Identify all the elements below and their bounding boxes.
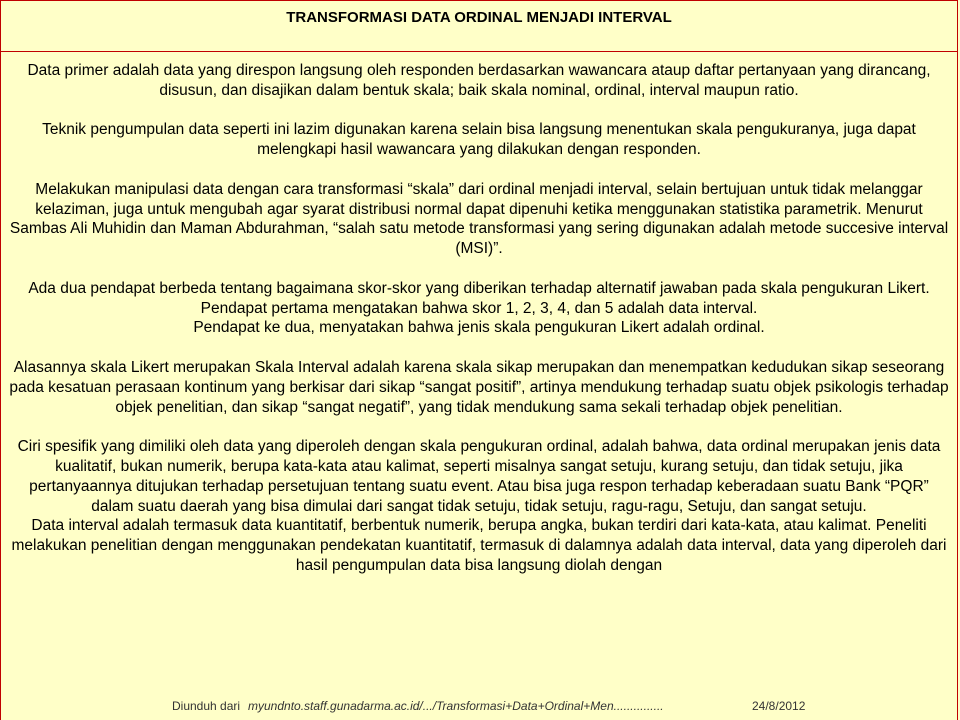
paragraph-gap	[9, 160, 949, 180]
footer-source-url: myundnto.staff.gunadarma.ac.id/.../Transformasi+Data+Ordinal+Men...............	[248, 699, 664, 713]
paragraph-pendapat-pertama: Pendapat pertama mengatakan bahwa skor 1, 2, 3, 4, dan 5 adalah data interval.	[200, 299, 758, 317]
title-box	[0, 0, 958, 52]
footer-source-label: Diunduh dari	[172, 699, 241, 713]
paragraph-data-interval: Data interval adalah termasuk data kuantitatif, berbentuk numerik, berupa angka, bukan terdiri dari kata-kata, atau kalimat. Peneliti melakukan penelitian dengan menggunakan pendekatan kuantitatif, termasuk di dalamnya adalah data interval, data yang diperoleh dari hasil pengumpulan data bisa langsung diolah dengan	[11, 517, 947, 574]
body-text	[9, 61, 949, 576]
footer-date: 24/8/2012	[752, 699, 806, 713]
paragraph-gap	[9, 101, 949, 121]
content-box	[0, 52, 958, 720]
paragraph-pendapat-kedua: Pendapat ke dua, menyatakan bahwa jenis skala pengukuran Likert adalah ordinal.	[193, 319, 765, 337]
paragraph-alasan-likert: Alasannya skala Likert merupakan Skala Interval adalah karena skala sikap merupakan dan menempatkan kedudukan sikap seseorang pada kesatuan perasaan kontinum yang berkisar dari sikap “sangat positif”, artinya mendukung terhadap suatu objek psikologis terhadap objek penelitian, dan sikap “sangat negatif”, yang tidak mendukung sama sekali terhadap objek penelitian.	[9, 358, 949, 416]
paragraph-gap	[9, 338, 949, 358]
paragraph-manipulasi-data: Melakukan manipulasi data dengan cara transformasi “skala” dari ordinal menjadi interval, selain bertujuan untuk tidak melanggar kelaziman, juga untuk mengubah agar syarat distribusi normal dapat dipenuhi ketika menggunakan statistika parametrik. Menurut Sambas Ali Muhidin dan Maman Abdurahman, “salah satu metode transformasi yang sering digunakan adalah metode succesive interval (MSI)”.	[9, 180, 949, 258]
paragraph-teknik-pengumpulan: Teknik pengumpulan data seperti ini lazim digunakan karena selain bisa langsung menentukan skala pengukuranya, juga dapat melengkapi hasil wawancara yang dilakukan dengan responden.	[42, 121, 916, 159]
paragraph-gap	[9, 259, 949, 279]
paragraph-dua-pendapat: Ada dua pendapat berbeda tentang bagaimana skor-skor yang diberikan terhadap alternatif jawaban pada skala pengukuran Likert.	[28, 279, 930, 297]
paragraph-gap	[9, 417, 949, 437]
paragraph-data-primer: Data primer adalah data yang direspon langsung oleh responden berdasarkan wawancara ataup daftar pertanyaan yang dirancang, disusun, dan disajikan dalam bentuk skala; baik skala nominal, ordinal, interval maupun ratio.	[27, 62, 931, 99]
slide-title: TRANSFORMASI DATA ORDINAL MENJADI INTERVAL	[286, 9, 672, 26]
paragraph-ciri-ordinal: Ciri spesifik yang dimiliki oleh data yang diperoleh dengan skala pengukuran ordinal, adalah bahwa, data ordinal merupakan jenis data kualitatif, bukan numerik, berupa kata-kata atau kalimat, seperti misalnya sangat setuju, kurang setuju, dan tidak setuju, jika pertanyaannya ditujukan terhadap persetujuan tentang suatu event. Atau bisa juga respon terhadap keberadaan suatu Bank “PQR” dalam suatu daerah yang bisa dimulai dari sangat tidak setuju, tidak setuju, ragu-ragu, Setuju, dan sangat setuju.	[17, 438, 941, 515]
